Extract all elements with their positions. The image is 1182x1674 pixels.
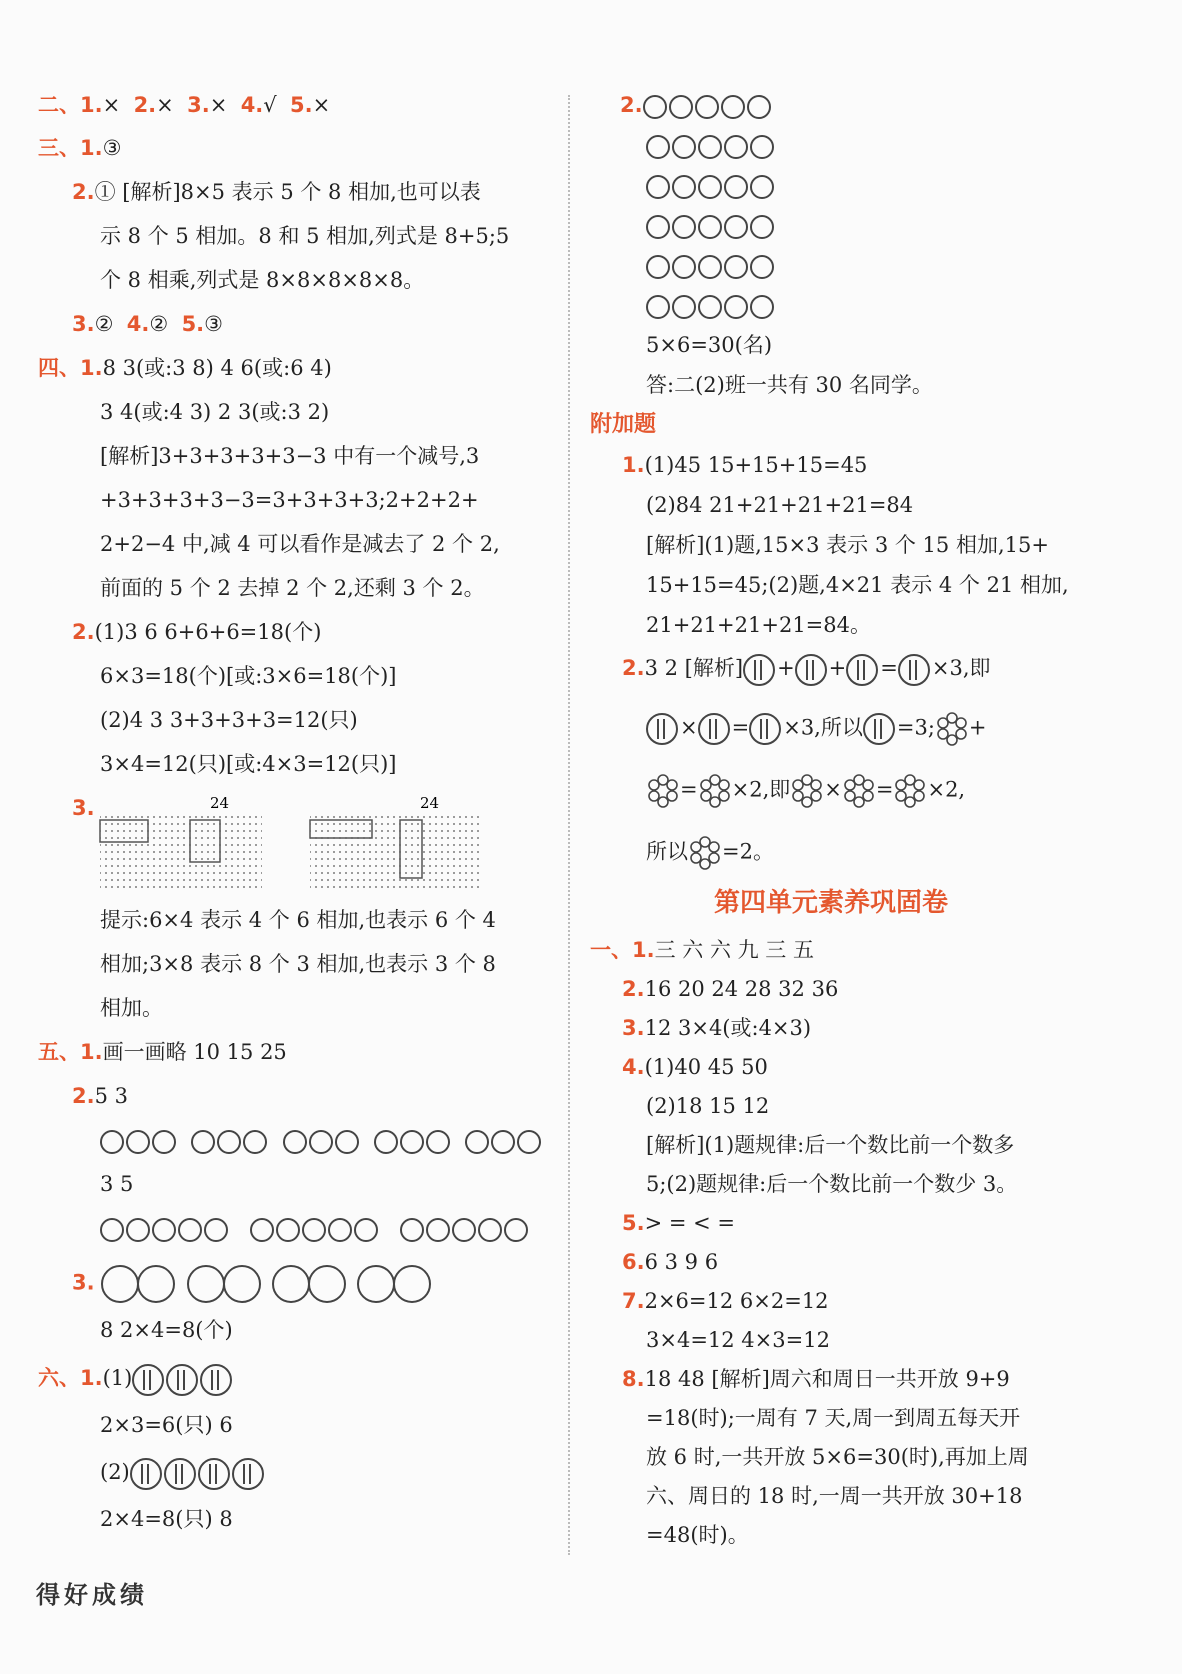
san-q2-line2: 示 8 个 5 相加。8 和 5 相加,列式是 8+5;5	[100, 224, 510, 248]
u4-line4: 5;(2)题规律:后一个数比前一个数少 3。	[646, 1172, 1018, 1196]
column-divider	[568, 95, 570, 1555]
si-q1-line3: [解析]3+3+3+3+3−3 中有一个减号,3	[100, 444, 480, 468]
u4-line3: [解析](1)题规律:后一个数比前一个数多	[646, 1133, 1015, 1157]
dot-grid-a	[100, 816, 262, 888]
r-q2-eq: 5×6=30(名)	[646, 333, 773, 357]
wu-q2: 2.5 3	[72, 1084, 128, 1108]
r-q2-row5	[646, 250, 776, 280]
section-san: 三、1.③	[38, 136, 122, 160]
e2-row1: 2.3 2 [解析] + + = ×3,即	[622, 653, 991, 686]
u4-line2: (2)18 15 12	[646, 1094, 770, 1118]
r-q2-answer: 答:二(2)班一共有 30 名同学。	[646, 373, 933, 397]
u7-line2: 3×4=12 4×3=12	[646, 1328, 830, 1352]
si-q1-line6: 前面的 5 个 2 去掉 2 个 2,还剩 3 个 2。	[100, 576, 485, 600]
r-q2-row4	[646, 210, 776, 240]
u6: 6.6 3 9 6	[622, 1250, 719, 1274]
u7-line1: 7.2×6=12 6×2=12	[622, 1289, 829, 1313]
liu-p2-eq: 2×4=8(只) 8	[100, 1507, 233, 1531]
si-q1-line2: 3 4(或:4 3) 2 3(或:3 2)	[100, 400, 330, 424]
si-q1-line5: 2+2−4 中,减 4 可以看作是减去了 2 个 2,	[100, 532, 500, 556]
u1: 一、1.三 六 六 九 三 五	[590, 938, 814, 962]
u2: 2.16 20 24 28 32 36	[622, 977, 839, 1001]
r-q2-row6	[646, 290, 776, 320]
r-q2-row2	[646, 130, 776, 160]
si-q2-line4: 3×4=12(只)[或:4×3=12(只)]	[100, 752, 397, 776]
u8-line1: 8.18 48 [解析]周六和周日一共开放 9+9	[622, 1367, 1010, 1391]
u3: 3.12 3×4(或:4×3)	[622, 1016, 812, 1040]
si-q3-line3: 相加。	[100, 996, 163, 1020]
dot-grid-figure	[98, 794, 498, 894]
wu-q2-b: 3 5	[100, 1172, 134, 1196]
liu-p1-eq: 2×3=6(只) 6	[100, 1413, 233, 1437]
footer-slogan: 得好成绩	[36, 1581, 148, 1609]
si-q3-line1: 提示:6×4 表示 4 个 6 相加,也表示 6 个 4	[100, 908, 496, 932]
dot-grid-b	[310, 816, 482, 888]
liu-q1-p1: 六、1.(1)	[38, 1363, 234, 1396]
si-q3-line2: 相加;3×8 表示 8 个 3 相加,也表示 3 个 8	[100, 952, 496, 976]
san-q2-line3: 个 8 相乘,列式是 8×8×8×8×8。	[100, 268, 425, 292]
e1-line2: (2)84 21+21+21+21=84	[646, 493, 914, 517]
grid-b-label: 24	[420, 794, 440, 812]
circles-5x3	[100, 1213, 530, 1243]
e2-row3: = ×2,即 × = ×2,	[646, 774, 965, 808]
wu-q3-eq: 8 2×4=8(个)	[100, 1318, 233, 1342]
unit-title: 第四单元素养巩固卷	[714, 888, 949, 918]
u8-line3: 放 6 时,一共开放 5×6=30(时),再加上周	[646, 1445, 1029, 1469]
u8-line2: =18(时);一周有 7 天,周一到周五每天开	[646, 1406, 1021, 1430]
wu-q3-circles: 3.	[72, 1265, 429, 1303]
r-q2-row1: 2.	[620, 90, 773, 120]
flower-icon	[646, 774, 680, 808]
wu-q1: 五、1.画一画略 10 15 25	[38, 1040, 287, 1064]
si-q2-line2: 6×3=18(个)[或:3×6=18(个)]	[100, 664, 397, 688]
e1-line1: 1.(1)45 15+15+15=45	[622, 453, 868, 477]
u8-line5: =48(时)。	[646, 1523, 749, 1547]
extra-title: 附加题	[590, 412, 657, 437]
e1-line3: [解析](1)题,15×3 表示 3 个 15 相加,15+	[646, 533, 1049, 557]
san-q3-q5: 3.② 4.② 5.③	[72, 312, 223, 336]
flower-icon	[893, 774, 927, 808]
u5: 5.> = < =	[622, 1211, 736, 1235]
si-q1-line4: +3+3+3+3−3=3+3+3+3;2+2+2+	[100, 488, 479, 512]
e2-row2: × = ×3,所以 =3; +	[646, 712, 987, 746]
section-label: 二、	[38, 93, 80, 117]
si-q1-line1: 四、1.8 3(或:3 8) 4 6(或:6 4)	[38, 356, 332, 380]
circles-3x5	[100, 1125, 543, 1155]
e1-line4: 15+15=45;(2)题,4×21 表示 4 个 21 相加,	[646, 573, 1069, 597]
flower-icon	[688, 836, 722, 870]
si-q2-line1: 2.(1)3 6 6+6+6=18(个)	[72, 620, 322, 644]
grid-a-label: 24	[210, 794, 230, 812]
liu-q1-p2: (2)	[100, 1457, 266, 1490]
u8-line4: 六、周日的 18 时,一周一共开放 30+18	[646, 1484, 1023, 1508]
flower-icon	[698, 774, 732, 808]
u4-line1: 4.(1)40 45 50	[622, 1055, 768, 1079]
san-q2-line1: 2.① [解析]8×5 表示 5 个 8 相加,也可以表	[72, 180, 481, 204]
r-q2-row3	[646, 170, 776, 200]
si-q3-label: 3.	[72, 796, 95, 820]
e2-row4: 所以 =2。	[646, 836, 774, 870]
flower-icon	[935, 712, 969, 746]
flower-icon	[842, 774, 876, 808]
si-q2-line3: (2)4 3 3+3+3+3=12(只)	[100, 708, 358, 732]
flower-icon	[790, 774, 824, 808]
section-er: 二、1.× 2.× 3.× 4.√ 5.×	[38, 93, 331, 117]
e1-line5: 21+21+21+21=84。	[646, 613, 871, 637]
